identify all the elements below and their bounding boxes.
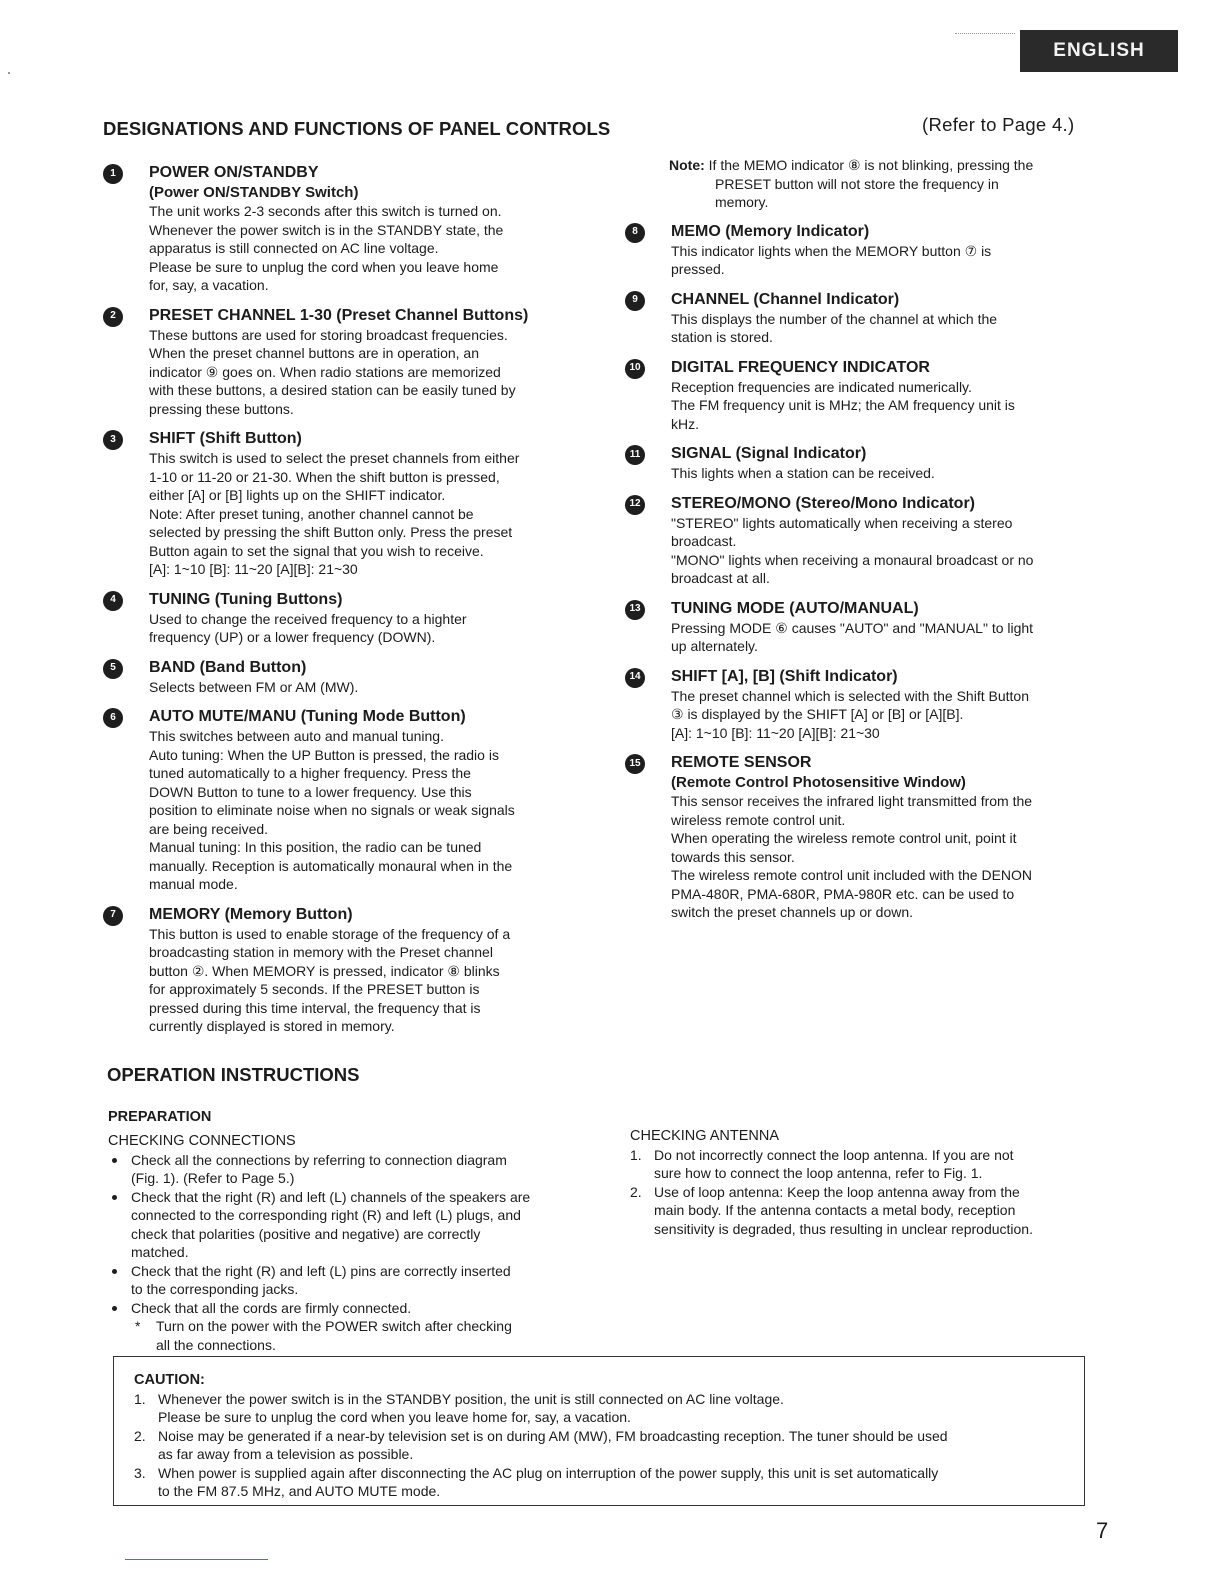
bullet-line: Check that the right (R) and left (L) pins are correctly inserted: [131, 1262, 511, 1279]
item-text-line: indicator ⑨ goes on. When radio stations are memorized: [149, 363, 501, 380]
item-text-line: pressed.: [671, 261, 725, 277]
item-line: as far away from a television as possible.: [158, 1446, 414, 1462]
item-title: SHIFT (Shift Button): [149, 430, 302, 447]
antenna-list: [630, 1146, 1108, 1239]
item-text-line: This sensor receives the infrared light transmitted from the: [671, 793, 1033, 809]
item-text-line: Whenever the power switch is in the STANDBY state, the: [149, 221, 504, 238]
item-text-line: manually. Reception is automatically monaural when in the: [149, 857, 513, 874]
item-line: sure how to connect the loop antenna, refer to Fig. 1.: [654, 1165, 983, 1181]
item-text-line: Please be sure to unplug the cord when you leave home: [149, 258, 499, 275]
item-text-line: Pressing MODE ⑥ causes "AUTO" and "MANUAL" to light: [671, 619, 1034, 636]
item-text-line: When operating the wireless remote control unit, point it: [671, 830, 1017, 846]
section-title-operation: OPERATION INSTRUCTIONS: [107, 1064, 360, 1085]
item-text-line: This switches between auto and manual tuning.: [149, 728, 444, 744]
page-number: 7: [1096, 1518, 1109, 1543]
item-text-line: The preset channel which is selected with the Shift Button: [671, 687, 1029, 704]
item-number-badge: 13: [625, 600, 645, 620]
item-text-line: PMA-480R, PMA-680R, PMA-980R etc. can be used to: [671, 885, 1015, 902]
item-text-line: The FM frequency unit is MHz; the AM frequency unit is: [671, 397, 1015, 413]
bullet-dot-icon: [112, 1195, 117, 1200]
item-text-line: "MONO" lights when receiving a monaural broadcast or no: [671, 551, 1034, 568]
item-text-line: are being received.: [149, 820, 269, 837]
item-number-badge: 6: [103, 708, 123, 728]
item-subtitle: (Remote Control Photosensitive Window): [671, 774, 966, 791]
note-line: PRESET button will not store the frequency in: [715, 175, 999, 192]
language-tab: ENGLISH: [1020, 30, 1178, 72]
caution-box: [113, 1356, 1085, 1506]
item-line: Whenever the power switch is in the STANDBY position, the unit is still connected on AC line voltage.: [158, 1390, 784, 1407]
antenna-heading: CHECKING ANTENNA: [630, 1128, 780, 1144]
item-title: SHIFT [A], [B] (Shift Indicator): [671, 667, 898, 685]
item-number: 2.: [630, 1183, 642, 1200]
note-line: memory.: [715, 194, 769, 210]
item-number-badge: 7: [103, 906, 123, 926]
item-number-badge: 11: [625, 445, 645, 465]
section-title-designations: DESIGNATIONS AND FUNCTIONS OF PANEL CONTROLS: [103, 118, 611, 139]
numbered-item: [630, 1183, 1108, 1239]
control-item-2: [103, 306, 585, 419]
item-text-line: "STEREO" lights automatically when receiving a stereo: [671, 514, 1013, 531]
bullet-dot-icon: [112, 1306, 117, 1311]
note-text: If the MEMO indicator ⑧ is not blinking, pressing the: [708, 157, 1034, 173]
numbered-item: [630, 1146, 1108, 1183]
item-number-badge: 5: [103, 659, 123, 679]
item-number-badge: 1: [103, 164, 123, 184]
scan-speck: [8, 72, 10, 74]
item-text-line: This indicator lights when the MEMORY button ⑦ is: [671, 242, 992, 259]
caution-list: [134, 1390, 1066, 1501]
item-title: SIGNAL (Signal Indicator): [671, 445, 867, 462]
item-text-line: The wireless remote control unit included with the DENON: [671, 867, 1033, 883]
item-subtitle: (Power ON/STANDBY Switch): [149, 184, 359, 201]
item-text-line: position to eliminate noise when no signals or weak signals: [149, 802, 515, 818]
item-number: 1.: [134, 1390, 146, 1407]
numbered-item: [134, 1464, 1066, 1501]
item-text-line: This button is used to enable storage of the frequency of a: [149, 925, 511, 942]
item-text-line: manual mode.: [149, 876, 238, 892]
control-item-7: [103, 905, 585, 1036]
item-text-line: This lights when a station can be received.: [671, 465, 935, 481]
item-number-badge: 8: [625, 223, 645, 243]
item-line: Please be sure to unplug the cord when you leave home for, say, a vacation.: [158, 1409, 631, 1425]
connections-heading: CHECKING CONNECTIONS: [108, 1133, 296, 1149]
bullet-line: Check that all the cords are firmly connected.: [131, 1299, 412, 1316]
connections-bullet: [108, 1188, 586, 1262]
control-item-4: [103, 590, 585, 647]
item-text-line: with these buttons, a desired station can be easily tuned by: [149, 382, 516, 398]
item-title: AUTO MUTE/MANU (Tuning Mode Button): [149, 708, 466, 725]
note-label: Note:: [669, 157, 705, 173]
connections-star-note: [108, 1317, 586, 1354]
item-number: 3.: [134, 1464, 146, 1481]
header-decoration: [955, 33, 1015, 34]
connections-list: [108, 1151, 586, 1318]
control-item-15: [625, 753, 1105, 922]
memo-note: [625, 156, 1105, 212]
item-text-line: kHz.: [671, 415, 699, 432]
control-item-3: [103, 429, 585, 579]
item-text-line: wireless remote control unit.: [671, 811, 846, 828]
item-text-line: either [A] or [B] lights up on the SHIFT indicator.: [149, 487, 446, 503]
item-text-line: apparatus is still connected on AC line voltage.: [149, 240, 439, 256]
bullet-line: Check that the right (R) and left (L) channels of the speakers are: [131, 1188, 531, 1205]
item-text-line: for, say, a vacation.: [149, 277, 269, 293]
control-item-14: [625, 667, 1105, 743]
control-item-5: [103, 658, 585, 697]
item-title: REMOTE SENSOR: [671, 754, 812, 771]
item-text-line: [A]: 1~10 [B]: 11~20 [A][B]: 21~30: [149, 561, 358, 577]
item-line: to the FM 87.5 MHz, and AUTO MUTE mode.: [158, 1483, 441, 1499]
control-item-1: [103, 163, 585, 295]
item-text-line: 1-10 or 11-20 or 21-30. When the shift button is pressed,: [149, 468, 500, 485]
star-line: all the connections.: [156, 1336, 276, 1353]
item-text-line: currently displayed is stored in memory.: [149, 1018, 395, 1034]
item-title: PRESET CHANNEL 1-30 (Preset Channel Buttons): [149, 306, 529, 324]
item-text-line: Manual tuning: In this position, the radio can be tuned: [149, 839, 482, 855]
item-line: main body. If the antenna contacts a metal body, reception: [654, 1202, 1016, 1218]
subsection-preparation: PREPARATION: [108, 1109, 212, 1125]
bottom-rule: [125, 1559, 268, 1560]
bullet-line: Check all the connections by referring to connection diagram: [131, 1151, 507, 1168]
item-line: sensitivity is degraded, thus resulting in unclear reproduction.: [654, 1220, 1033, 1237]
item-text-line: Used to change the received frequency to a highter: [149, 610, 467, 627]
control-item-9: [625, 290, 1105, 347]
item-text-line: These buttons are used for storing broadcast frequencies.: [149, 326, 508, 343]
connections-bullet: [108, 1262, 586, 1299]
item-text-line: When the preset channel buttons are in operation, an: [149, 345, 479, 361]
checking-antenna: [630, 1127, 1108, 1238]
item-number: 2.: [134, 1427, 146, 1444]
item-line: Noise may be generated if a near-by television set is on during AM (MW), FM broadcasting reception. The tuner should be used: [158, 1427, 948, 1444]
item-title: TUNING (Tuning Buttons): [149, 590, 343, 608]
item-text-line: Button again to set the signal that you wish to receive.: [149, 542, 484, 559]
item-text-line: broadcast.: [671, 533, 737, 549]
bullet-line: connected to the corresponding right (R) and left (L) plugs, and: [131, 1207, 521, 1223]
right-column: [625, 156, 1105, 933]
item-text-line: This displays the number of the channel at which the: [671, 310, 998, 327]
item-number-badge: 2: [103, 307, 123, 327]
connections-bullet: [108, 1299, 586, 1318]
control-item-10: [625, 358, 1105, 434]
item-text-line: station is stored.: [671, 329, 773, 345]
item-number-badge: 14: [625, 668, 645, 688]
item-number-badge: 9: [625, 291, 645, 311]
caution-title: CAUTION:: [134, 1372, 205, 1388]
item-line: Do not incorrectly connect the loop antenna. If you are not: [654, 1146, 1014, 1163]
item-text-line: Auto tuning: When the UP Button is pressed, the radio is: [149, 746, 499, 763]
item-text-line: Note: After preset tuning, another channel cannot be: [149, 505, 474, 522]
right-items: [625, 222, 1105, 922]
item-text-line: Reception frequencies are indicated numerically.: [671, 378, 972, 395]
item-title: CHANNEL (Channel Indicator): [671, 290, 900, 308]
item-text-line: Selects between FM or AM (MW).: [149, 678, 359, 695]
item-text-line: The unit works 2-3 seconds after this switch is turned on.: [149, 203, 502, 219]
item-title: DIGITAL FREQUENCY INDICATOR: [671, 358, 930, 376]
bullet-line: (Fig. 1). (Refer to Page 5.): [131, 1170, 295, 1186]
control-item-12: [625, 494, 1105, 588]
item-text-line: broadcast at all.: [671, 570, 770, 586]
numbered-item: [134, 1390, 1066, 1427]
item-line: Use of loop antenna: Keep the loop antenna away from the: [654, 1183, 1020, 1200]
control-item-13: [625, 599, 1105, 656]
item-text-line: ③ is displayed by the SHIFT [A] or [B] or [A][B].: [671, 706, 964, 722]
control-item-6: [103, 707, 585, 894]
item-number-badge: 12: [625, 495, 645, 515]
item-line: When power is supplied again after disconnecting the AC plug on interruption of the power supply, this unit is set automatically: [158, 1464, 939, 1481]
bullet-line: check that polarities (positive and negative) are correctly: [131, 1225, 481, 1242]
left-column: [103, 163, 585, 1047]
item-text-line: for approximately 5 seconds. If the PRESET button is: [149, 981, 480, 997]
numbered-item: [134, 1427, 1066, 1464]
item-text-line: This switch is used to select the preset channels from either: [149, 450, 520, 466]
item-title: MEMORY (Memory Button): [149, 905, 353, 923]
item-title: STEREO/MONO (Stereo/Mono Indicator): [671, 494, 976, 512]
item-text-line: DOWN Button to tune to a lower frequency. Use this: [149, 783, 472, 800]
item-text-line: [A]: 1~10 [B]: 11~20 [A][B]: 21~30: [671, 724, 880, 741]
control-item-8: [625, 222, 1105, 279]
refer-page-note: (Refer to Page 4.): [922, 114, 1075, 135]
item-text-line: towards this sensor.: [671, 848, 795, 865]
bullet-dot-icon: [112, 1269, 117, 1274]
item-number: 1.: [630, 1146, 642, 1163]
item-text-line: pressed during this time interval, the frequency that is: [149, 999, 481, 1016]
bullet-line: matched.: [131, 1244, 189, 1260]
item-text-line: tuned automatically to a higher frequency. Press the: [149, 765, 471, 781]
item-title: POWER ON/STANDBY: [149, 164, 319, 181]
item-title: BAND (Band Button): [149, 658, 307, 676]
item-number-badge: 15: [625, 754, 645, 774]
item-text-line: frequency (UP) or a lower frequency (DOWN).: [149, 629, 436, 645]
connections-bullet: [108, 1151, 586, 1188]
item-text-line: pressing these buttons.: [149, 400, 294, 417]
item-text-line: selected by pressing the shift Button only. Press the preset: [149, 524, 513, 540]
checking-connections: [108, 1132, 586, 1354]
item-title: TUNING MODE (AUTO/MANUAL): [671, 599, 919, 617]
item-text-line: button ②. When MEMORY is pressed, indicator ⑧ blinks: [149, 962, 500, 979]
item-text-line: up alternately.: [671, 638, 758, 654]
star-line: Turn on the power with the POWER switch after checking: [156, 1318, 512, 1334]
bullet-line: to the corresponding jacks.: [131, 1281, 299, 1297]
item-text-line: broadcasting station in memory with the Preset channel: [149, 944, 493, 960]
item-number-badge: 3: [103, 430, 123, 450]
control-item-11: [625, 444, 1105, 483]
bullet-dot-icon: [112, 1158, 117, 1163]
item-title: MEMO (Memory Indicator): [671, 222, 870, 240]
item-number-badge: 4: [103, 591, 123, 611]
item-text-line: switch the preset channels up or down.: [671, 904, 914, 920]
asterisk-mark: *: [135, 1318, 141, 1334]
item-number-badge: 10: [625, 359, 645, 379]
